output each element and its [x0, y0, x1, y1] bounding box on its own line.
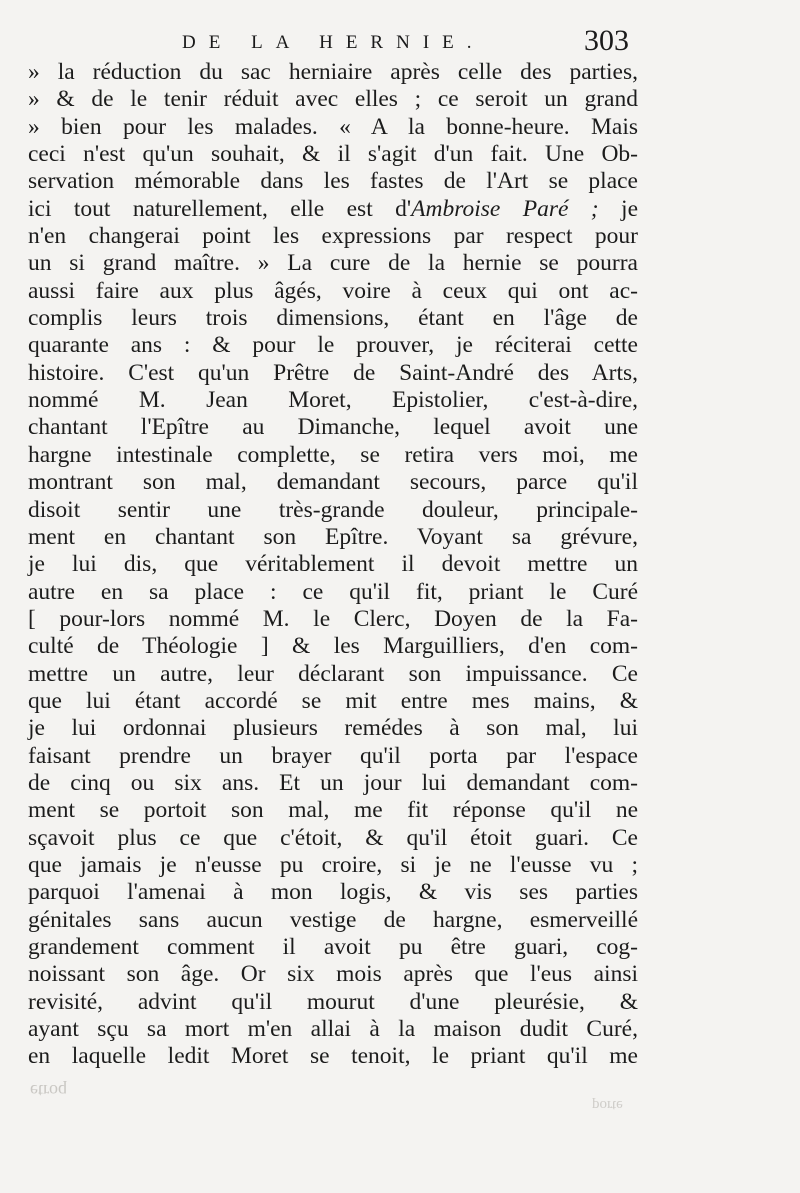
text-line-content: faisant prendre un brayer qu'il porta par l'espace	[28, 742, 638, 769]
text-line	[28, 907, 638, 934]
text-line	[28, 114, 638, 141]
text-line	[28, 633, 638, 660]
text-line-content: » bien pour les malades. « A la bonne-heure. Mais	[28, 113, 638, 140]
text-line-content: en laquelle ledit Moret se tenoit, le priant qu'il me	[28, 1043, 638, 1070]
text-line	[28, 387, 638, 414]
text-line	[28, 332, 638, 359]
running-head: DE LA HERNIE.	[182, 32, 485, 53]
text-line	[28, 442, 638, 469]
italic-name: Ambroise Paré ;	[411, 195, 599, 222]
text-line	[28, 879, 638, 906]
text-line-content: hargne intestinale complette, se retira vers moi, me	[28, 441, 638, 468]
text-line	[28, 715, 638, 742]
text-line	[28, 360, 638, 387]
text-line	[28, 989, 638, 1016]
text-line	[28, 59, 638, 86]
text-line	[28, 1043, 638, 1070]
text-line	[28, 305, 638, 332]
text-line-content: un si grand maître. » La cure de la hernie se pourra	[28, 250, 638, 277]
text-line-content: je lui dis, que véritablement il devoit mettre un	[28, 551, 638, 578]
text-line-content: génitales sans aucun vestige de hargne, esmerveillé	[28, 906, 638, 933]
text-line	[28, 414, 638, 441]
text-line	[28, 524, 638, 551]
text-line-content: que jamais je n'eusse pu croire, si je ne l'eusse vu ;	[28, 851, 638, 878]
text-line-content: que lui étant accordé se mit entre mes mains, &	[28, 687, 638, 714]
text-line	[28, 743, 638, 770]
text-line-content: aussi faire aux plus âgés, voire à ceux qui ont ac-	[28, 277, 638, 304]
text-line	[28, 661, 638, 688]
text-line-content: culté de Théologie ] & les Marguilliers, d'en com-	[28, 633, 638, 660]
text-line	[28, 469, 638, 496]
text-line	[28, 86, 638, 113]
text-line	[28, 797, 638, 824]
text-line	[28, 852, 638, 879]
text-line-content: [ pour-lors nommé M. le Clerc, Doyen de la Fa-	[28, 605, 638, 632]
text-line-content: ici tout naturellement, elle est d'	[28, 195, 412, 222]
text-line-content: mettre un autre, leur déclarant son impuissance. Ce	[28, 660, 638, 687]
text-line-content: complis leurs trois dimensions, étant en l'âge de	[28, 305, 638, 332]
text-line-content: histoire. C'est qu'un Prêtre de Saint-André des Arts,	[28, 359, 638, 386]
text-line	[28, 934, 638, 961]
show-through-text-right: porte	[592, 1097, 623, 1113]
text-line-content: de cinq ou six ans. Et un jour lui demandant com-	[28, 769, 638, 796]
text-line-content: ment en chantant son Epître. Voyant sa grévure,	[28, 523, 638, 550]
text-line	[28, 278, 638, 305]
text-line	[28, 579, 638, 606]
text-line-content: » & de le tenir réduit avec elles ; ce seroit un grand	[28, 86, 638, 113]
text-line-content: parquoi l'amenai à mon logis, & vis ses parties	[28, 879, 638, 906]
page-number: 303	[584, 24, 629, 57]
text-line-content: disoit sentir une très-grande douleur, principale-	[28, 496, 638, 523]
text-line-content: sçavoit plus ce que c'étoit, & qu'il étoit guari. Ce	[28, 824, 638, 851]
page-header	[0, 22, 800, 62]
text-line	[28, 223, 638, 250]
text-line-content: grandement comment il avoit pu être guari, cog-	[28, 934, 638, 960]
text-line	[28, 825, 638, 852]
text-line	[28, 497, 638, 524]
text-line-content: nommé M. Jean Moret, Epistolier, c'est-à-dire,	[28, 387, 638, 414]
text-line	[28, 196, 638, 223]
text-line-content: montrant son mal, demandant secours, parce qu'il	[28, 469, 638, 496]
text-line-content: quarante ans : & pour le prouver, je réciterai cette	[28, 332, 638, 359]
text-line-content: noissant son âge. Or six mois après que l'eus ainsi	[28, 961, 638, 988]
text-line-content: revisité, advint qu'il mourut d'une pleurésie, &	[28, 988, 638, 1015]
text-line-tail: je	[598, 195, 638, 222]
text-line-content: ceci n'est qu'un souhait, & il s'agit d'un fait. Une Ob-	[28, 141, 638, 168]
text-line-content: je lui ordonnai plusieurs remédes à son mal, lui	[28, 715, 638, 742]
text-line-content: autre en sa place : ce qu'il fit, priant le Curé	[28, 578, 638, 605]
text-line	[28, 770, 638, 797]
body-text	[28, 59, 638, 1071]
text-line	[28, 606, 638, 633]
text-line	[28, 551, 638, 578]
text-line-content: servation mémorable dans les fastes de l'Art se place	[28, 168, 638, 195]
text-line-content: ment se portoit son mal, me fit réponse qu'il ne	[28, 797, 638, 824]
text-line	[28, 250, 638, 277]
show-through-text-left: etroq	[30, 1081, 67, 1101]
text-line-content: chantant l'Epître au Dimanche, lequel avoit une	[28, 414, 638, 441]
text-line-content: ayant sçu sa mort m'en allai à la maison dudit Curé,	[28, 1016, 638, 1043]
text-line	[28, 1016, 638, 1043]
text-line	[28, 168, 638, 195]
text-line	[28, 141, 638, 168]
text-line	[28, 961, 638, 988]
text-line-content: n'en changerai point les expressions par respect pour	[28, 223, 638, 250]
text-line-content: » la réduction du sac herniaire après celle des parties,	[28, 59, 638, 85]
text-line	[28, 688, 638, 715]
